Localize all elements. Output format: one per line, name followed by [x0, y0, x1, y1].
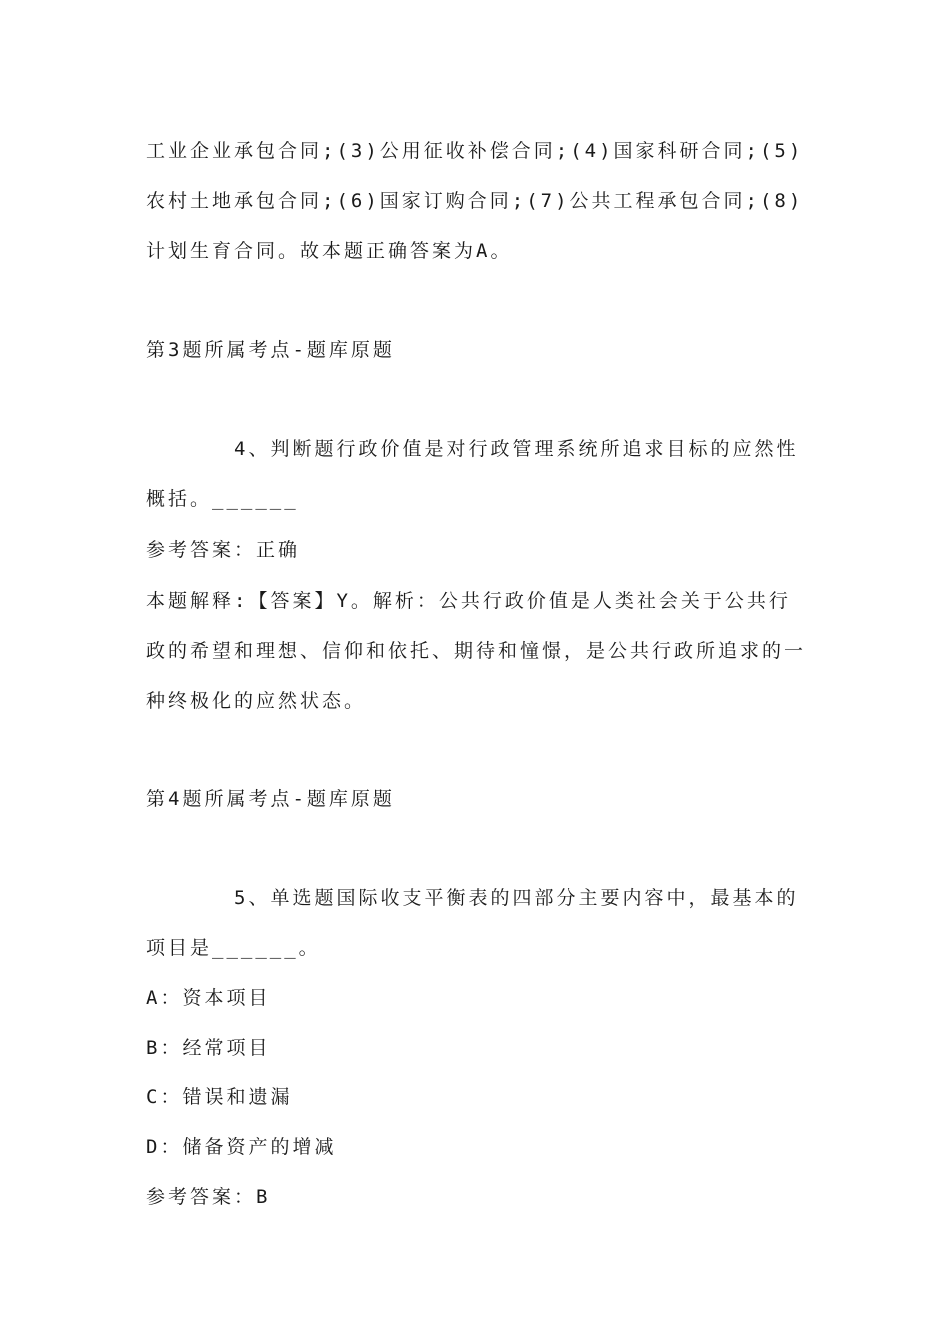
question-4-answer: 参考答案：正确	[146, 539, 301, 561]
question-5-option-a: A：资本项目	[146, 987, 271, 1009]
question-4-explanation: 本题解释:【答案】Y。解析：公共行政价值是人类社会关于公共行政的希望和理想、信仰和依托、期待和憧憬，是公共行政所追求的一种终极化的应然状态。	[146, 590, 807, 712]
question-5-answer: 参考答案：B	[146, 1186, 271, 1208]
question-5-option-b: B：经常项目	[146, 1037, 271, 1059]
question-4-text: 4、判断题行政价值是对行政管理系统所追求目标的应然性概括。______	[146, 438, 799, 510]
question-3-knowledge-point: 第3题所属考点-题库原题	[146, 339, 395, 361]
question-5-option-d: D：储备资产的增减	[146, 1136, 337, 1158]
question-5-text: 5、单选题国际收支平衡表的四部分主要内容中，最基本的项目是______。	[146, 887, 799, 959]
continuation-paragraph: 工业企业承包合同;(3)公用征收补偿合同;(4)国家科研合同;(5)农村土地承包合同;(6)国家订购合同;(7)公共工程承包合同;(8)计划生育合同。故本题正确答案为A。	[146, 140, 804, 262]
question-5-option-c: C：错误和遗漏	[146, 1086, 293, 1108]
question-4-knowledge-point: 第4题所属考点-题库原题	[146, 788, 395, 810]
